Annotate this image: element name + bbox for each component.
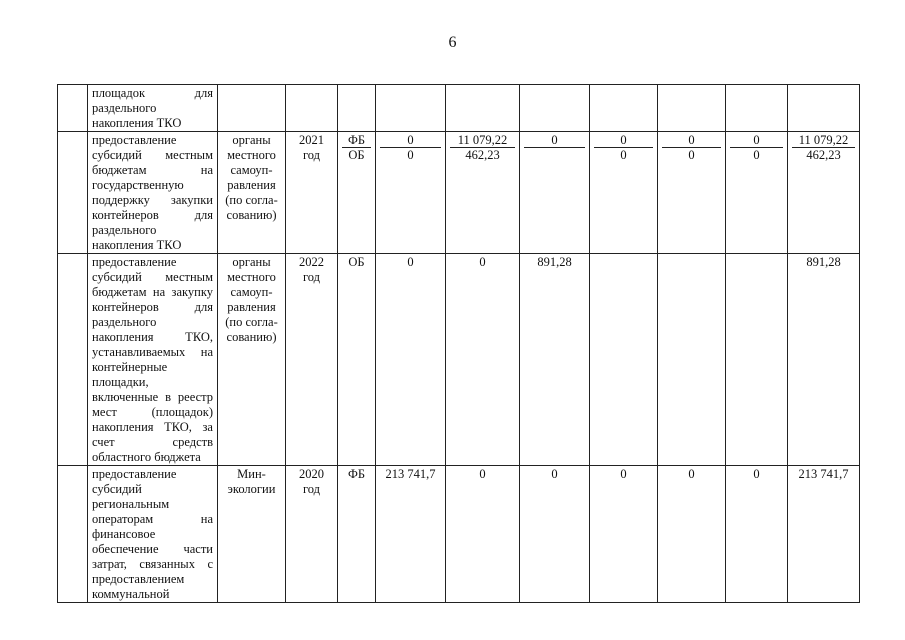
value-cell [376,85,446,132]
source-cell: ОБ [338,254,376,466]
value-cell [788,132,860,254]
value-cell [590,85,658,132]
value-ob: 0 [688,148,695,162]
table-row [58,254,860,466]
executor-cell: органы местного самоуп-равления (по согла-сованию) [218,254,286,466]
measure-description: предоставление субсидий региональным операторам на финансовое обеспечение части затрат, связанных с предоставлением коммунальной [88,466,218,603]
year-cell [286,85,338,132]
budget-table [57,84,860,603]
value-cell [590,254,658,466]
executor-cell [218,85,286,132]
table-row [58,466,860,603]
value-cell: 0 [446,466,520,603]
source-cell [338,132,376,254]
value-cell [658,254,726,466]
value-fb: 0 [594,133,653,148]
value-cell [590,132,658,254]
value-ob: 462,23 [806,148,841,162]
empty-cell [58,254,88,466]
value-cell: 0 [658,466,726,603]
value-fb: 0 [662,133,721,148]
year-cell: 2022 год [286,254,338,466]
value-cell [520,85,590,132]
value-ob: 462,23 [465,148,500,162]
value-fb: 0 [380,133,441,148]
value-cell [726,85,788,132]
value-ob: 0 [753,148,760,162]
value-cell [726,132,788,254]
source-cell [338,85,376,132]
value-fb: 0 [524,133,585,148]
value-cell [446,132,520,254]
value-cell [446,85,520,132]
executor-cell: Мин-экологии [218,466,286,603]
value-cell [520,132,590,254]
value-cell [726,254,788,466]
source-cell: ФБ [338,466,376,603]
value-cell: 0 [446,254,520,466]
value-ob: 0 [407,148,414,162]
value-cell [788,85,860,132]
measure-description: площадок для раздельного накопления ТКО [88,85,218,132]
value-cell [658,85,726,132]
value-cell [376,132,446,254]
empty-cell [58,85,88,132]
measure-description: предоставление субсидий местным бюджетам на закупку контейнеров для раздельного накопления ТКО, устанавливаемых на контейнерные площадки, включенные в реестр мест (площадок) накопления ТКО, за счет средств областного бюджета [88,254,218,466]
executor-cell: органы местного самоуп-равления (по согла-сованию) [218,132,286,254]
value-cell: 0 [376,254,446,466]
value-ob: 0 [620,148,627,162]
value-cell: 891,28 [520,254,590,466]
table-row [58,132,860,254]
source-fb: ФБ [342,133,371,148]
value-fb: 11 079,22 [792,133,855,148]
value-cell: 0 [520,466,590,603]
value-cell: 0 [590,466,658,603]
empty-cell [58,466,88,603]
value-cell: 0 [726,466,788,603]
table-row [58,85,860,132]
value-ob [524,148,585,163]
source-ob: ОБ [348,148,365,162]
year-cell: 2021 год [286,132,338,254]
measure-description: предоставление субсидий местным бюджетам на государственную поддержку закупки контейнеров для раздельного накопления ТКО [88,132,218,254]
year-cell: 2020 год [286,466,338,603]
empty-cell [58,132,88,254]
value-cell: 213 741,7 [788,466,860,603]
value-fb: 11 079,22 [450,133,515,148]
value-fb: 0 [730,133,783,148]
value-cell: 891,28 [788,254,860,466]
page-number: 6 [448,34,457,51]
value-cell [658,132,726,254]
value-cell: 213 741,7 [376,466,446,603]
